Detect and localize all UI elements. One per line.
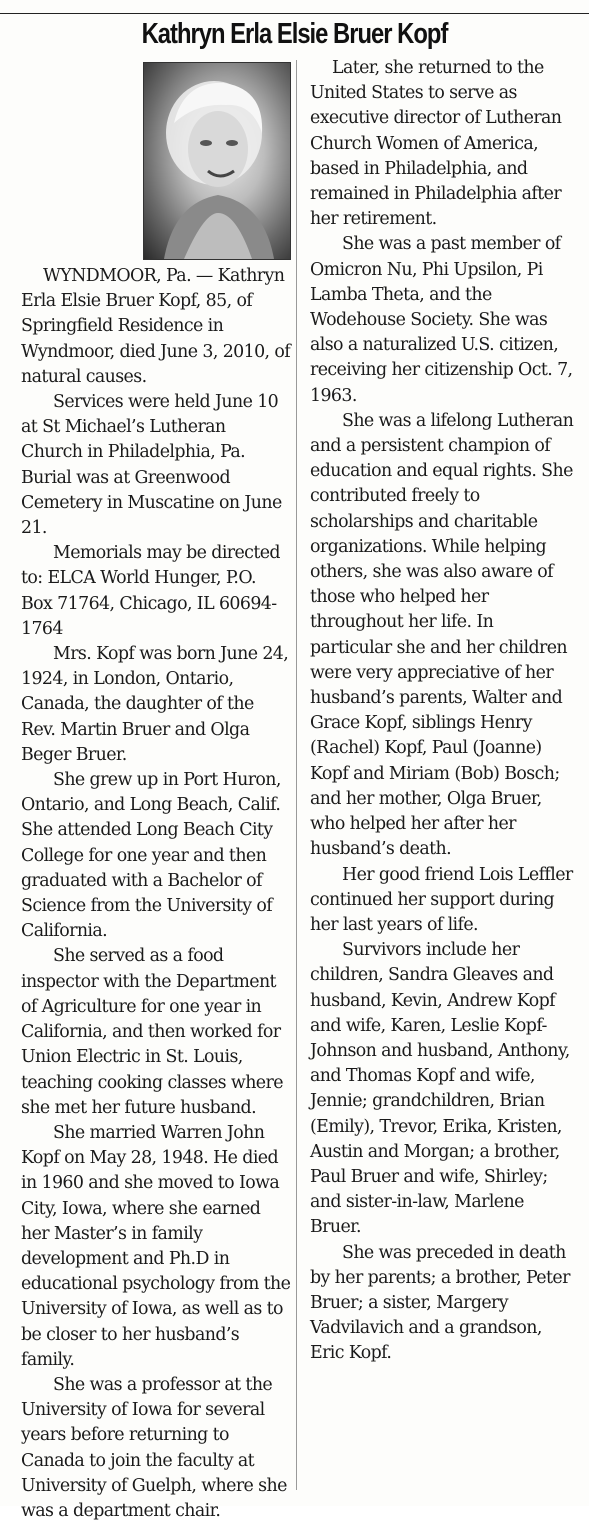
paragraph: She was a lifelong Lutheran and a persistent champion of education and equal rights. She contributed freely to scholarships and charitable organizations. While helping others, she was also aware of those who helped her throughout her life. In particular she and her children were very appreciative of her husband’s parents, Walter and Grace Kopf, siblings Henry (Rachel) Kopf, Paul (Joanne) Kopf and Miriam (Bob) Bosch; and her mother, Olga Bruer, who helped her after her husband’s death.: [310, 410, 574, 860]
paragraph: Her good friend Lois Leffler continued her support during her last years of life.: [310, 864, 573, 935]
paragraph: She was a professor at the University of Iowa for several years before returning to Canada to join the faculty at University of Guelph, where she was a department chair.: [21, 1374, 287, 1521]
paragraph: Services were held June 10 at St Michael’s Lutheran Church in Philadelphia, Pa. Burial was at Greenwood Cemetery in Muscatine on June 21.: [21, 392, 282, 539]
paragraph: She was a past member of Omicron Nu, Phi Upsilon, Pi Lamba Theta, and the Wodehouse Society. She was also a naturalized U.S. citizen, receiving her citizenship Oct. 7, 1963.: [310, 234, 573, 406]
portrait-icon: [144, 63, 290, 259]
paragraph: She served as a food inspector with the Department of Agriculture for one year in California, and then worked for Union Electric in St. Louis, teaching cooking classes where she met her future husband.: [21, 946, 283, 1118]
paragraph: Memorials may be directed to: ELCA World Hunger, P.O. Box 71764, Chicago, IL 60694-1764: [21, 543, 280, 639]
portrait-photo: [143, 62, 291, 260]
left-column: [21, 56, 291, 1524]
paragraph: She was preceded in death by her parents; a brother, Peter Bruer; a sister, Margery Vadvilavich and a grandson, Eric Kopf.: [310, 1242, 570, 1364]
paragraph: Survivors include her children, Sandra Gleaves and husband, Kevin, Andrew Kopf and wife, Karen, Leslie Kopf-Johnson and husband, Anthony, and Thomas Kopf and wife, Jennie; grandchildren, Brian (Emily), Trevor, Erika, Kristen, Austin and Morgan; a brother, Paul Bruer and wife, Shirley; and sister-in-law, Marlene Bruer.: [310, 940, 570, 1238]
paragraph: She married Warren John Kopf on May 28, 1948. He died in 1960 and she moved to Iowa City, Iowa, where she earned her Master’s in family development and Ph.D in educational psychology from the University of Iowa, as well as to be closer to her husband’s family.: [21, 1122, 291, 1370]
paragraph: WYNDMOOR, Pa. — Kathryn Erla Elsie Bruer Kopf, 85, of Springfield Residence in Wyndmoor, died June 3, 2010, of natural causes.: [21, 266, 291, 387]
paragraph: Later, she returned to the United States to serve as executive director of Lutheran Church Women of America, based in Philadelphia, and remained in Philadelphia after her retirement.: [310, 58, 562, 230]
right-column: [310, 56, 578, 1367]
paragraph: She grew up in Port Huron, Ontario, and Long Beach, Calif. She attended Long Beach City College for one year and then graduated with a Bachelor of Science from the University of California.: [21, 770, 281, 942]
headline: Kathryn Erla Elsie Bruer Kopf: [141, 18, 448, 50]
column-divider: [296, 60, 297, 1490]
paragraph: Mrs. Kopf was born June 24, 1924, in London, Ontario, Canada, the daughter of the Rev. Martin Bruer and Olga Beger Bruer.: [21, 644, 289, 765]
